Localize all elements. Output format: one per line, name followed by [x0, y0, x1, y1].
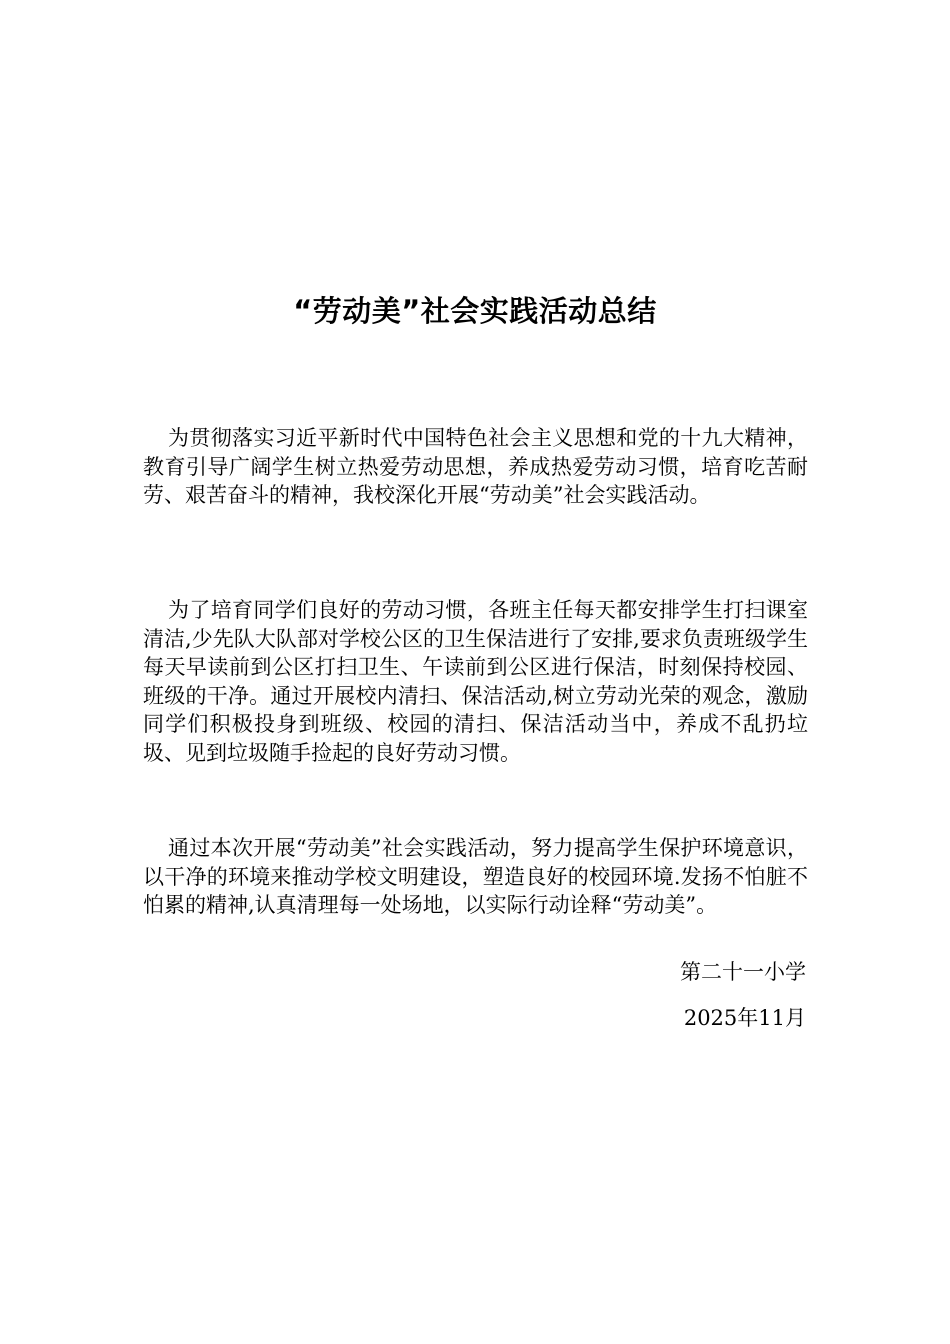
document-title: “劳动美”社会实践活动总结 — [293, 294, 657, 329]
paragraph-intro: 为贯彻落实习近平新时代中国特色社会主义思想和党的十九大精神，教育引导广阔学生树立热爱劳动思想，养成热爱劳动习惯，培育吃苦耐劳、艰苦奋斗的精神，我校深化开展“劳动美”社会实践活动。 — [143, 426, 808, 507]
signature-date: 2025年11月 — [683, 1006, 806, 1030]
paragraph-activities: 为了培育同学们良好的劳动习惯，各班主任每天都安排学生打扫课室清洁,少先队大队部对学校公区的卫生保洁进行了安排,要求负责班级学生每天早读前到公区打扫卫生、午读前到公区进行保洁，时刻保持校园、班级的干净。通过开展校内清扫、保洁活动,树立劳动光荣的观念，激励同学们积极投身到班级、校园的清扫、保洁活动当中，养成不乱扔垃圾、见到垃圾随手捡起的良好劳动习惯。 — [143, 598, 808, 765]
signature-organization: 第二十一小学 — [680, 960, 806, 984]
paragraph-conclusion: 通过本次开展“劳动美”社会实践活动，努力提高学生保护环境意识，以干净的环境来推动学校文明建设，塑造良好的校园环境.发扬不怕脏不怕累的精神,认真清理每一处场地，以实际行动诠释“劳动美”。 — [143, 836, 808, 917]
